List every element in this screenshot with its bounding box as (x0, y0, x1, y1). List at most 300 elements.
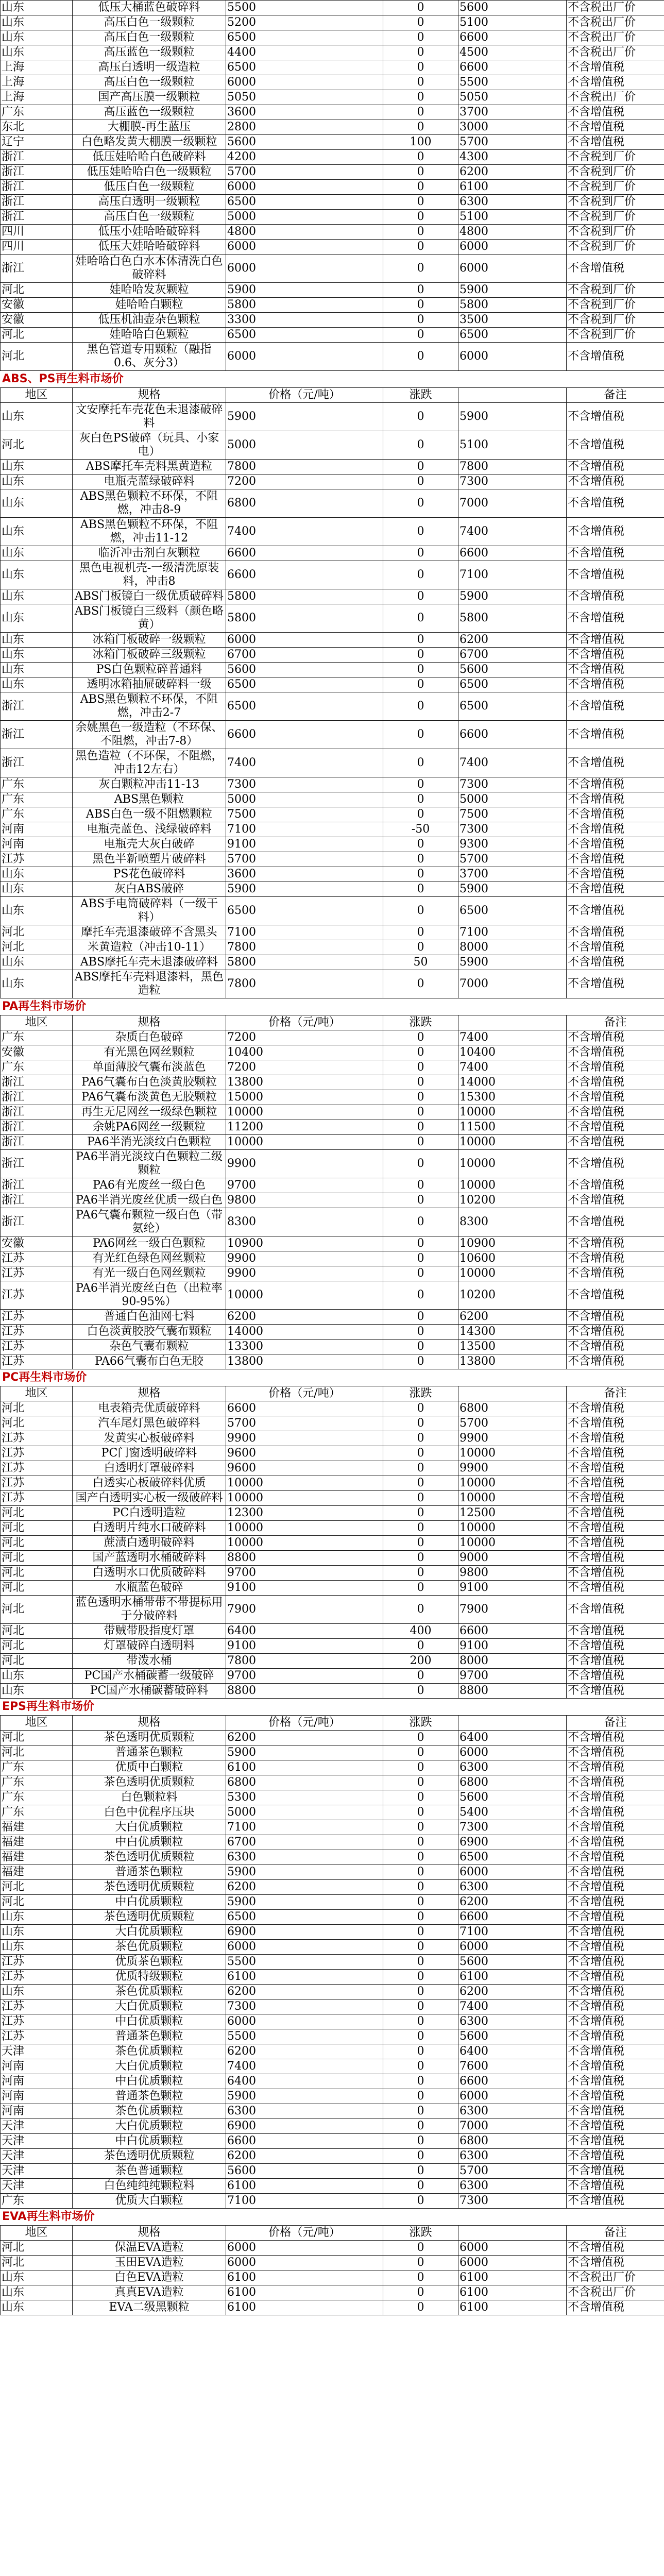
header-region-cell: 地区 (1, 1386, 73, 1401)
spec-cell: PC门窗透明破碎料 (73, 1446, 226, 1461)
region-cell: 辽宁 (1, 135, 73, 150)
header-region-cell: 地区 (1, 2226, 73, 2241)
table-row (1, 1236, 664, 1251)
change-cell: 0 (383, 2149, 458, 2164)
price-cell: 9100 (226, 1581, 383, 1596)
region-cell: 山东 (1, 561, 73, 589)
price-cell: 15000 (226, 1090, 383, 1105)
change-cell: 0 (383, 75, 458, 90)
price-cell: 6500 (226, 1910, 383, 1925)
region-cell: 安徽 (1, 1236, 73, 1251)
note-cell: 不含增值税 (567, 589, 664, 604)
header-spec-cell: 规格 (73, 1716, 226, 1731)
note-cell: 不含增值税 (567, 2014, 664, 2029)
section-title: ABS、PS再生料市场价 (2, 372, 124, 385)
price-cell: 5000 (226, 431, 383, 460)
spec-cell: PA6有光废丝一级白色 (73, 1178, 226, 1193)
price-cell: 6000 (226, 240, 383, 255)
spec-cell: PA6半消光淡纹白色颗粒 (73, 1135, 226, 1150)
header-note-cell: 备注 (567, 2226, 664, 2241)
price-cell: 7100 (226, 822, 383, 837)
change-cell: 0 (383, 1090, 458, 1105)
prev-price-cell: 7300 (458, 2194, 567, 2209)
change-cell: 0 (383, 2059, 458, 2074)
table-row (1, 1340, 664, 1354)
price-cell: 3300 (226, 313, 383, 328)
note-cell: 不含增值税 (567, 633, 664, 648)
region-cell: 河北 (1, 1639, 73, 1654)
change-cell: 0 (383, 90, 458, 105)
spec-cell: 灰白色PS破碎（玩具、小家电） (73, 431, 226, 460)
region-cell: 广东 (1, 792, 73, 807)
note-cell: 不含增值税 (567, 1030, 664, 1045)
region-cell: 河北 (1, 1895, 73, 1910)
note-cell: 不含增值税 (567, 663, 664, 677)
region-cell: 山东 (1, 460, 73, 474)
region-cell: 广东 (1, 807, 73, 822)
spec-cell: 中白优质颗粒 (73, 2014, 226, 2029)
note-cell: 不含增值税 (567, 1999, 664, 2014)
note-cell: 不含增值税 (567, 2134, 664, 2149)
prev-price-cell: 12500 (458, 1506, 567, 1521)
spec-cell: 真真EVA造粒 (73, 2285, 226, 2300)
spec-cell: 中白优质颗粒 (73, 2074, 226, 2089)
region-cell: 山东 (1, 882, 73, 897)
price-cell: 10000 (226, 1491, 383, 1506)
price-cell: 8300 (226, 1208, 383, 1236)
table-row (1, 1135, 664, 1150)
note-cell: 不含增值税 (567, 1446, 664, 1461)
prev-price-cell: 7100 (458, 925, 567, 940)
price-cell: 2800 (226, 120, 383, 135)
spec-cell: 中白优质颗粒 (73, 2134, 226, 2149)
note-cell: 不含增值税 (567, 1193, 664, 1208)
change-cell: 0 (383, 1135, 458, 1150)
price-cell: 6300 (226, 1850, 383, 1865)
price-cell: 9600 (226, 1446, 383, 1461)
spec-cell: ABS黑色颗粒不环保，不阻燃，冲击11-12 (73, 518, 226, 546)
prev-price-cell: 10600 (458, 1251, 567, 1266)
table-row (1, 1431, 664, 1446)
price-cell: 7200 (226, 474, 383, 489)
prev-price-cell: 6400 (458, 1731, 567, 1745)
change-cell: 0 (383, 1684, 458, 1699)
table-header-row (1, 2226, 664, 2241)
note-cell: 不含增值税 (567, 1581, 664, 1596)
spec-cell: ABS门板镜白一级优质破碎料 (73, 589, 226, 604)
spec-cell: 低压机油壶杂色颗粒 (73, 313, 226, 328)
note-cell: 不含增值税 (567, 897, 664, 925)
change-cell: 0 (383, 1416, 458, 1431)
change-cell: 0 (383, 1865, 458, 1880)
table-row (1, 313, 664, 328)
change-cell: 400 (383, 1624, 458, 1639)
price-cell: 5800 (226, 955, 383, 970)
price-cell: 9800 (226, 1193, 383, 1208)
prev-price-cell: 6300 (458, 195, 567, 210)
price-cell: 6900 (226, 1925, 383, 1940)
table-row (1, 1654, 664, 1669)
region-cell: 山东 (1, 589, 73, 604)
prev-price-cell: 9100 (458, 1581, 567, 1596)
spec-cell: 茶色透明优质颗粒 (73, 1880, 226, 1895)
region-cell: 山东 (1, 897, 73, 925)
price-cell: 6700 (226, 1835, 383, 1850)
spec-cell: 发黄实心板破碎料 (73, 1431, 226, 1446)
price-cell: 8800 (226, 1551, 383, 1566)
header-price-cell: 价格（元/吨） (226, 1386, 383, 1401)
prev-price-cell: 9300 (458, 837, 567, 852)
table-row (1, 45, 664, 60)
section-title: PA再生料市场价 (2, 1000, 87, 1013)
section-3 (0, 1369, 664, 1699)
prev-price-cell: 6600 (458, 1910, 567, 1925)
prev-price-cell: 6000 (458, 343, 567, 371)
region-cell: 江苏 (1, 2014, 73, 2029)
region-cell: 浙江 (1, 150, 73, 165)
prev-price-cell: 3700 (458, 867, 567, 882)
region-cell: 广东 (1, 1060, 73, 1075)
region-cell: 江苏 (1, 1431, 73, 1446)
prev-price-cell: 11500 (458, 1120, 567, 1135)
price-cell: 7300 (226, 1999, 383, 2014)
note-cell: 不含增值税 (567, 1551, 664, 1566)
table-row (1, 1775, 664, 1790)
spec-cell: 低压大桶蓝色破碎料 (73, 1, 226, 15)
table-row (1, 1281, 664, 1310)
change-cell: 0 (383, 1491, 458, 1506)
prev-price-cell: 6300 (458, 2149, 567, 2164)
table-row (1, 589, 664, 604)
prev-price-cell: 6100 (458, 2270, 567, 2285)
price-cell: 10000 (226, 1536, 383, 1551)
change-cell: 0 (383, 1760, 458, 1775)
note-cell: 不含增值税 (567, 1340, 664, 1354)
region-cell: 浙江 (1, 749, 73, 777)
spec-cell: 白透实心板破碎料优质 (73, 1476, 226, 1491)
region-cell: 山东 (1, 970, 73, 998)
change-cell: 0 (383, 2074, 458, 2089)
spec-cell: 大白优质颗粒 (73, 1820, 226, 1835)
prev-price-cell: 6600 (458, 546, 567, 561)
price-cell: 6100 (226, 2270, 383, 2285)
prev-price-cell: 6500 (458, 897, 567, 925)
note-cell: 不含税出厂价 (567, 30, 664, 45)
change-cell: 0 (383, 692, 458, 721)
prev-price-cell: 5700 (458, 135, 567, 150)
note-cell: 不含税到厂价 (567, 328, 664, 343)
spec-cell: 大白优质颗粒 (73, 1925, 226, 1940)
note-cell: 不含增值税 (567, 1910, 664, 1925)
region-cell: 河北 (1, 1581, 73, 1596)
note-cell: 不含税到厂价 (567, 225, 664, 240)
note-cell: 不含增值税 (567, 1805, 664, 1820)
region-cell: 广东 (1, 1790, 73, 1805)
change-cell: 0 (383, 1461, 458, 1476)
table-row (1, 604, 664, 633)
note-cell: 不含增值税 (567, 105, 664, 120)
change-cell: 0 (383, 1208, 458, 1236)
note-cell: 不含增值税 (567, 1835, 664, 1850)
price-cell: 6000 (226, 343, 383, 371)
change-cell: 0 (383, 165, 458, 180)
table-row (1, 255, 664, 283)
table-row (1, 1910, 664, 1925)
table-row (1, 1880, 664, 1895)
price-cell: 5200 (226, 15, 383, 30)
spec-cell: ABS黑色颗粒 (73, 792, 226, 807)
region-cell: 江苏 (1, 1461, 73, 1476)
spec-cell: 余姚PA6网丝一级颗粒 (73, 1120, 226, 1135)
note-cell: 不含增值税 (567, 2241, 664, 2256)
note-cell: 不含增值税 (567, 940, 664, 955)
change-cell: 0 (383, 1910, 458, 1925)
table-row (1, 677, 664, 692)
prev-price-cell: 10000 (458, 1476, 567, 1491)
spec-cell: 大白优质颗粒 (73, 2059, 226, 2074)
prev-price-cell: 5900 (458, 955, 567, 970)
region-cell: 河北 (1, 1731, 73, 1745)
spec-cell: 透明冰箱抽屉破碎料一级 (73, 677, 226, 692)
change-cell: 0 (383, 1251, 458, 1266)
spec-cell: 黑色半新喷塑片破碎料 (73, 852, 226, 867)
prev-price-cell: 5700 (458, 2164, 567, 2179)
table-row (1, 1446, 664, 1461)
change-cell: 0 (383, 2134, 458, 2149)
region-cell: 浙江 (1, 1105, 73, 1120)
table-row (1, 2059, 664, 2074)
note-cell: 不含增值税 (567, 2119, 664, 2134)
header-price-cell: 价格（元/吨） (226, 388, 383, 403)
prev-price-cell: 3500 (458, 313, 567, 328)
prev-price-cell: 6600 (458, 30, 567, 45)
note-cell: 不含增值税 (567, 1401, 664, 1416)
region-cell: 上海 (1, 60, 73, 75)
change-cell: 0 (383, 1581, 458, 1596)
table-row (1, 792, 664, 807)
prev-price-cell: 10000 (458, 1521, 567, 1536)
table-row (1, 15, 664, 30)
spec-cell: PA6气囊布颗粒一级白色（带氨纶） (73, 1208, 226, 1236)
prev-price-cell: 7900 (458, 1596, 567, 1624)
price-cell: 6500 (226, 195, 383, 210)
change-cell: 0 (383, 30, 458, 45)
spec-cell: 汽车尾灯黑色破碎料 (73, 1416, 226, 1431)
price-table (0, 387, 664, 998)
region-cell: 江苏 (1, 1955, 73, 1970)
table-row (1, 1150, 664, 1178)
note-cell: 不含增值税 (567, 2059, 664, 2074)
spec-cell: 高压蓝色一级颗粒 (73, 105, 226, 120)
change-cell: 0 (383, 518, 458, 546)
prev-price-cell: 6700 (458, 648, 567, 663)
spec-cell: 摩托车壳退漆破碎不含黑头 (73, 925, 226, 940)
spec-cell: 高压白色一级颗粒 (73, 15, 226, 30)
prev-price-cell: 7500 (458, 807, 567, 822)
change-cell: 0 (383, 313, 458, 328)
change-cell: 0 (383, 1850, 458, 1865)
note-cell: 不含增值税 (567, 431, 664, 460)
price-cell: 7100 (226, 1820, 383, 1835)
change-cell: 0 (383, 1045, 458, 1060)
change-cell: 0 (383, 15, 458, 30)
region-cell: 山东 (1, 663, 73, 677)
prev-price-cell: 6800 (458, 1775, 567, 1790)
table-row (1, 2285, 664, 2300)
note-cell: 不含税出厂价 (567, 15, 664, 30)
prev-price-cell: 10200 (458, 1281, 567, 1310)
table-row (1, 837, 664, 852)
prev-price-cell: 6800 (458, 2134, 567, 2149)
note-cell: 不含增值税 (567, 1925, 664, 1940)
change-cell: 0 (383, 431, 458, 460)
header-change-cell: 涨跌 (383, 1716, 458, 1731)
prev-price-cell: 7000 (458, 970, 567, 998)
note-cell: 不含增值税 (567, 822, 664, 837)
header-prev-price-cell (458, 2226, 567, 2241)
change-cell: 0 (383, 474, 458, 489)
price-cell: 13800 (226, 1075, 383, 1090)
prev-price-cell: 6200 (458, 165, 567, 180)
table-row (1, 1, 664, 15)
note-cell: 不含增值税 (567, 604, 664, 633)
section-2 (0, 998, 664, 1369)
table-row (1, 1596, 664, 1624)
table-header-row (1, 1386, 664, 1401)
region-cell: 四川 (1, 225, 73, 240)
note-cell: 不含税出厂价 (567, 90, 664, 105)
change-cell: 0 (383, 2285, 458, 2300)
spec-cell: 茶色透明优质颗粒 (73, 1731, 226, 1745)
price-cell: 5300 (226, 1790, 383, 1805)
spec-cell: 白透明水口优质破碎料 (73, 1566, 226, 1581)
table-row (1, 343, 664, 371)
prev-price-cell: 5900 (458, 283, 567, 298)
region-cell: 山东 (1, 1669, 73, 1684)
spec-cell: PS花色破碎料 (73, 867, 226, 882)
prev-price-cell: 5600 (458, 1, 567, 15)
price-cell: 14000 (226, 1325, 383, 1340)
prev-price-cell: 8300 (458, 1208, 567, 1236)
spec-cell: 单面薄胶气囊布淡蓝色 (73, 1060, 226, 1075)
region-cell: 山东 (1, 474, 73, 489)
prev-price-cell: 7000 (458, 2119, 567, 2134)
spec-cell: ABS门板镜白三级料（颜色略黄） (73, 604, 226, 633)
table-row (1, 105, 664, 120)
price-cell: 9900 (226, 1431, 383, 1446)
prev-price-cell: 13500 (458, 1340, 567, 1354)
region-cell: 山东 (1, 1940, 73, 1955)
change-cell: 0 (383, 1120, 458, 1135)
region-cell: 江苏 (1, 1446, 73, 1461)
note-cell: 不含增值税 (567, 1731, 664, 1745)
price-cell: 6700 (226, 648, 383, 663)
spec-cell: 临沂冲击剂白灰颗粒 (73, 546, 226, 561)
change-cell: 0 (383, 1999, 458, 2014)
table-row (1, 1669, 664, 1684)
price-table (0, 1386, 664, 1699)
prev-price-cell: 8000 (458, 1654, 567, 1669)
table-row (1, 2300, 664, 2315)
change-cell: 0 (383, 1955, 458, 1970)
price-cell: 6200 (226, 1731, 383, 1745)
spec-cell: PA6半消光废丝白色（出粒率90-95%） (73, 1281, 226, 1310)
region-cell: 山东 (1, 677, 73, 692)
table-row (1, 518, 664, 546)
prev-price-cell: 5800 (458, 298, 567, 313)
note-cell: 不含增值税 (567, 867, 664, 882)
change-cell: 0 (383, 489, 458, 518)
note-cell: 不含税到厂价 (567, 240, 664, 255)
note-cell: 不含增值税 (567, 1654, 664, 1669)
prev-price-cell: 6500 (458, 328, 567, 343)
price-cell: 10000 (226, 1521, 383, 1536)
change-cell: 0 (383, 1596, 458, 1624)
prev-price-cell: 7400 (458, 1060, 567, 1075)
region-cell: 山东 (1, 15, 73, 30)
price-cell: 4400 (226, 45, 383, 60)
price-cell: 10900 (226, 1236, 383, 1251)
price-cell: 8800 (226, 1684, 383, 1699)
table-row (1, 1075, 664, 1090)
spec-cell: PC白透明造粒 (73, 1506, 226, 1521)
change-cell: 0 (383, 1805, 458, 1820)
change-cell: 0 (383, 1551, 458, 1566)
note-cell: 不含税到厂价 (567, 150, 664, 165)
note-cell: 不含增值税 (567, 1135, 664, 1150)
price-cell: 6600 (226, 546, 383, 561)
change-cell: 0 (383, 2029, 458, 2044)
note-cell: 不含增值税 (567, 489, 664, 518)
price-cell: 12300 (226, 1506, 383, 1521)
table-row (1, 1850, 664, 1865)
note-cell: 不含增值税 (567, 1431, 664, 1446)
spec-cell: 蔗渍白透明破碎料 (73, 1536, 226, 1551)
note-cell: 不含增值税 (567, 1178, 664, 1193)
note-cell: 不含增值税 (567, 60, 664, 75)
price-cell: 6000 (226, 255, 383, 283)
prev-price-cell: 7400 (458, 1030, 567, 1045)
change-cell: 0 (383, 2179, 458, 2194)
prev-price-cell: 10900 (458, 1236, 567, 1251)
price-cell: 9100 (226, 837, 383, 852)
note-cell: 不含增值税 (567, 2300, 664, 2315)
note-cell: 不含增值税 (567, 1266, 664, 1281)
table-row (1, 1835, 664, 1850)
spec-cell: 高压白透明一级造粒 (73, 60, 226, 75)
prev-price-cell: 9700 (458, 1669, 567, 1684)
change-cell: 0 (383, 1178, 458, 1193)
table-row (1, 1581, 664, 1596)
note-cell: 不含增值税 (567, 2256, 664, 2270)
region-cell: 浙江 (1, 692, 73, 721)
prev-price-cell: 5600 (458, 2029, 567, 2044)
table-row (1, 561, 664, 589)
table-row (1, 1060, 664, 1075)
spec-cell: 普通白色油网七料 (73, 1310, 226, 1325)
note-cell: 不含增值税 (567, 1251, 664, 1266)
note-cell: 不含税出厂价 (567, 1, 664, 15)
price-cell: 5900 (226, 1865, 383, 1880)
header-change-cell: 涨跌 (383, 388, 458, 403)
change-cell: 0 (383, 2044, 458, 2059)
change-cell: 0 (383, 1669, 458, 1684)
spec-cell: 高压蓝色一级颗粒 (73, 45, 226, 60)
change-cell: 200 (383, 1654, 458, 1669)
note-cell: 不含增值税 (567, 1566, 664, 1581)
region-cell: 山东 (1, 2300, 73, 2315)
table-row (1, 210, 664, 225)
